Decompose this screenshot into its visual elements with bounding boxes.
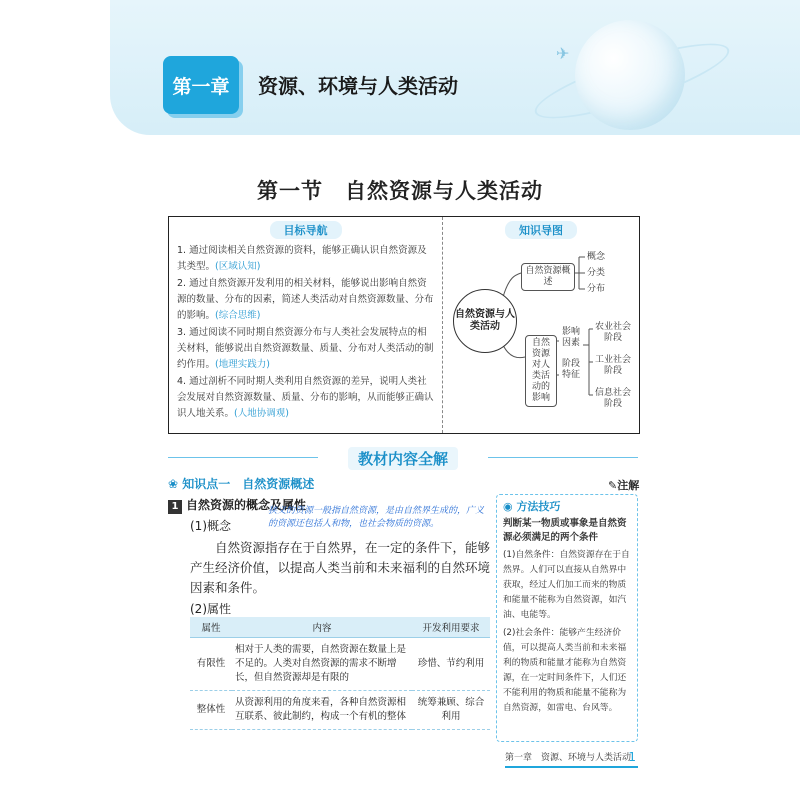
table-row: 整体性 从资源利用的角度来看，各种自然资源相互联系、彼此制约，构成一个有机的整体 统筹兼顾、综合利用 <box>190 691 490 730</box>
section-title: 第一节 自然资源与人类活动 <box>257 178 543 203</box>
concept-label: (1)概念 <box>190 519 231 533</box>
planet-decoration <box>575 20 685 130</box>
subsection-number: 1 <box>168 500 182 514</box>
method-title: ◉ 方法技巧 <box>503 500 561 513</box>
goal-item: 2. 通过自然资源开发利用的相关材料，能够说出影响自然资源的数量、分布的因素，简述人类活动对自然资源数量、分布的影响。(综合思维) <box>177 278 434 321</box>
airplane-icon: ✈ <box>556 44 570 63</box>
subsection-title: 1 自然资源的概念及属性 <box>168 496 306 514</box>
table-header: 内容 <box>232 617 412 638</box>
mindmap-panel <box>443 217 639 433</box>
method-sidebar <box>496 494 638 742</box>
page-number: 1 <box>628 750 636 764</box>
goal-item: 4. 通过剖析不同时期人类利用自然资源的差异，说明人类社会发展对自然资源数量、质量、分布的影响，从而能够正确认识人地关系。(人地协调观) <box>177 376 434 419</box>
mindmap-leaf: 分布 <box>587 284 606 294</box>
mindmap-leaf: 概念 <box>587 252 606 262</box>
handwritten-note: 狭义的资源一般指自然资源，是由自然界生成的，广义的资源还包括人和物，也社会物质的资源。 <box>268 506 485 529</box>
concept-paragraph: 自然资源指存在于自然界，在一定的条件下，能够产生经济价值，以提高人类当前和未来福利的自然环境因素和条件。 <box>190 540 491 595</box>
book-icon: ❀ <box>168 477 183 491</box>
method-point-2: (2)社会条件：能够产生经济价值，可以提高人类当前和未来福利的物质和能量才能称为自然资源，在一定时间条件下，人们还不能利用的物质和能量不能称为自然资源，如雷电、台风等。 <box>503 628 627 713</box>
pen-icon: ✎ <box>608 479 618 492</box>
attribute-label: (2)属性 <box>190 602 231 616</box>
mindmap-leaf: 农业社会阶段 <box>595 322 632 343</box>
goals-mindmap-box <box>168 216 640 434</box>
table-row: 有限性 相对于人类的需要，自然资源在数量上是不足的。人类对自然资源的需求不断增长，但自然资源却是有限的 珍惜、节约利用 <box>190 638 490 691</box>
mindmap-branch-overview: 自然资源概述 <box>521 263 575 291</box>
lightbulb-icon: ◉ <box>503 500 517 513</box>
mindmap-title: 知识导图 <box>505 221 577 239</box>
table-header: 开发利用要求 <box>412 617 490 638</box>
goals-list <box>169 243 442 422</box>
method-question: 判断某一物质或事象是自然资源必须满足的两个条件 <box>503 518 627 543</box>
mindmap-mid-node: 阶段特征 <box>561 359 580 380</box>
chapter-badge: 第一章 <box>163 56 239 114</box>
chapter-title: 资源、环境与人类活动 <box>258 74 458 98</box>
method-point-1: (1)自然条件：自然资源存在于自然界。人们可以直接从自然界中获取，经过人们加工而来的物质和能量不能称为自然资源，如汽油、电能等。 <box>503 550 630 620</box>
mindmap-mid-node: 影响因素 <box>561 327 580 348</box>
content-banner-label: 教材内容全解 <box>348 447 458 470</box>
content-banner <box>168 444 638 472</box>
mindmap-leaf: 信息社会阶段 <box>595 388 632 409</box>
footer-text: 第一章 资源、环境与人类活动 <box>505 753 632 763</box>
goal-item: 1. 通过阅读相关自然资源的资料，能够正确认识自然资源及其类型。(区域认知) <box>177 245 427 272</box>
goals-panel <box>169 217 443 433</box>
knowledge-point-title: ❀ 知识点一 自然资源概述 <box>168 477 315 491</box>
attribute-table <box>190 617 490 730</box>
mindmap-center-node: 自然资源与人类活动 <box>453 289 517 353</box>
goal-item: 3. 通过阅读不同时期自然资源分布与人类社会发展特点的相关材料，能够说出自然资源数量、质量、分布对人类活动的制约作用。(地理实践力) <box>177 327 434 370</box>
mindmap-branch-influence: 自然资源对人类活动的影响 <box>525 335 557 407</box>
mindmap-leaf: 分类 <box>587 268 606 278</box>
note-label: ✎注解 <box>608 479 640 492</box>
mindmap-leaf: 工业社会阶段 <box>595 355 632 376</box>
goals-title: 目标导航 <box>270 221 342 239</box>
page-footer <box>505 750 638 768</box>
table-header: 属性 <box>190 617 232 638</box>
